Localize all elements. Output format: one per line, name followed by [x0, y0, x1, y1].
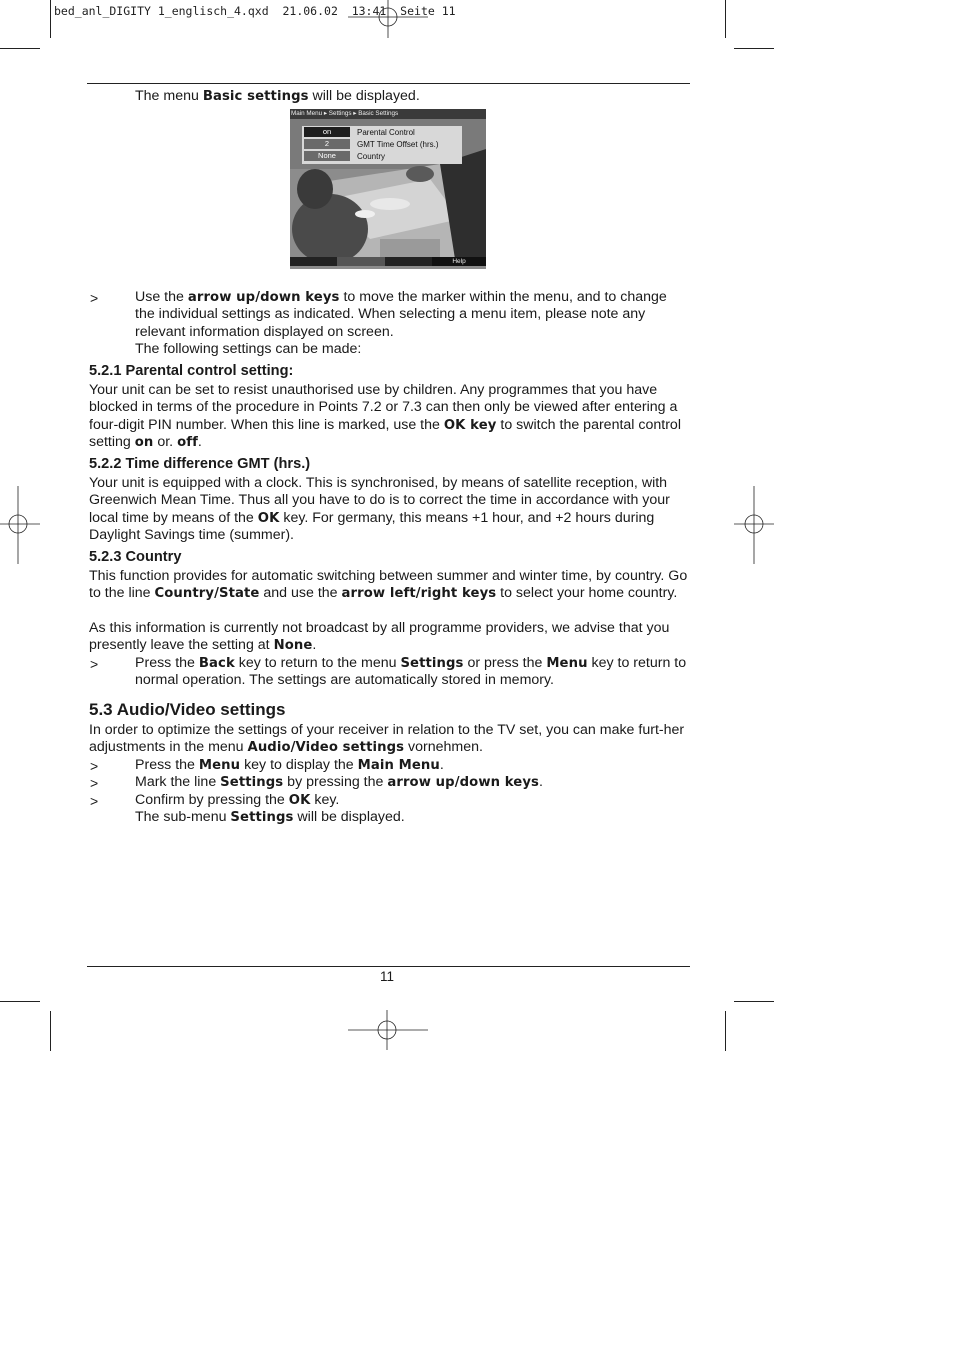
heading-audio-video: 5.3 Audio/Video settings	[89, 700, 286, 719]
menu-row-gmt-offset[interactable]	[302, 139, 462, 150]
crop-mark-top-right-v	[725, 0, 726, 38]
registration-mark-bottom	[348, 1010, 428, 1052]
settings-menu	[302, 126, 462, 164]
bullet-marker: >	[90, 793, 99, 809]
step-note: The sub-menu Settings will be displayed.	[135, 809, 405, 825]
menu-label: Parental Control	[357, 128, 415, 137]
file-slug: bed_anl_DIGITY 1_englisch_4.qxd 21.06.02 13:41 Seite 11	[54, 4, 456, 18]
page-number: 11	[380, 969, 395, 984]
paragraph-parental-control: Your unit can be set to resist unauthorised use by children. Any programmes that you have blocked in terms of the procedure in Points 7.2 or 7.3 can then only be viewed after entering a four-digit PIN number. When this line is marked, use the OK key to switch the parental control setting on or. off.	[89, 382, 681, 450]
crop-mark-bottom-left-h	[0, 1001, 40, 1002]
heading-parental-control: 5.2.1 Parental control setting:	[89, 363, 294, 379]
paragraph-time-difference: Your unit is equipped with a clock. This is synchronised, by means of satellite reception, with Greenwich Mean Time. Thus all you have to do is to correct the time in accordance with your local time by means of the OK key. For germany, this means +1 hour, and +2 hours during Daylight Savings time (summer).	[89, 475, 670, 543]
menu-row-parental-control[interactable]	[302, 127, 462, 138]
registration-mark-top	[348, 0, 428, 40]
breadcrumb: Main Menu ▸ Settings ▸ Basic Settings	[290, 109, 486, 119]
bullet-marker: >	[90, 775, 99, 791]
bullet-marker: >	[90, 656, 99, 672]
menu-value: on	[304, 127, 350, 137]
crop-mark-top-left-v	[50, 0, 51, 38]
step-instruction: Mark the line Settings by pressing the arrow up/down keys.	[135, 774, 543, 790]
heading-time-difference: 5.2.2 Time difference GMT (hrs.)	[89, 456, 311, 472]
crop-mark-bottom-right-h	[734, 1001, 774, 1002]
help-button[interactable]: Help	[432, 257, 486, 266]
step-instruction: Use the arrow up/down keys to move the marker within the menu, and to change the individual settings as indicated. When selecting a menu item, please note any relevant information displayed on screen.	[135, 289, 667, 340]
crop-mark-top-right-h	[734, 48, 774, 49]
footer-button-slot	[337, 257, 385, 266]
crop-mark-bottom-left-v	[50, 1011, 51, 1051]
menu-value: 2	[304, 139, 350, 149]
bullet-marker: >	[90, 758, 99, 774]
crop-mark-bottom-right-v	[725, 1011, 726, 1051]
step-instruction: Press the Menu key to display the Main Menu.	[135, 757, 444, 773]
crop-mark-top-left-h	[0, 48, 40, 49]
registration-mark-left	[0, 486, 40, 566]
menu-row-country[interactable]	[302, 151, 462, 162]
header-rule	[87, 83, 690, 84]
bullet-marker: >	[90, 290, 99, 306]
menu-label: GMT Time Offset (hrs.)	[357, 140, 439, 149]
menu-label: Country	[357, 152, 386, 161]
menu-value: None	[304, 151, 350, 161]
paragraph-country-note: As this information is currently not broadcast by all programme providers, we advise that you presently leave the setting at None.	[89, 620, 670, 654]
intro-text: The menu Basic settings will be displayed.	[135, 88, 420, 104]
step-instruction: Confirm by pressing the OK key.	[135, 792, 340, 808]
heading-country: 5.2.3 Country	[89, 549, 182, 565]
paragraph-audio-video: In order to optimize the settings of your receiver in relation to the TV set, you can make furt-her adjustments in the menu Audio/Video settings vornehmen.	[89, 722, 685, 756]
registration-mark-right	[734, 486, 774, 566]
step-instruction: Press the Back key to return to the menu Settings or press the Menu key to return to normal operation. The settings are automatically stored in memory.	[135, 655, 687, 689]
footer-rule	[87, 966, 690, 967]
step-note: The following settings can be made:	[135, 341, 362, 357]
paragraph-country: This function provides for automatic switching between summer and winter time, by country. Go to the line Country/State and use the arrow left/right keys to select your home country.	[89, 568, 688, 602]
tv-menu-screenshot	[290, 109, 486, 269]
